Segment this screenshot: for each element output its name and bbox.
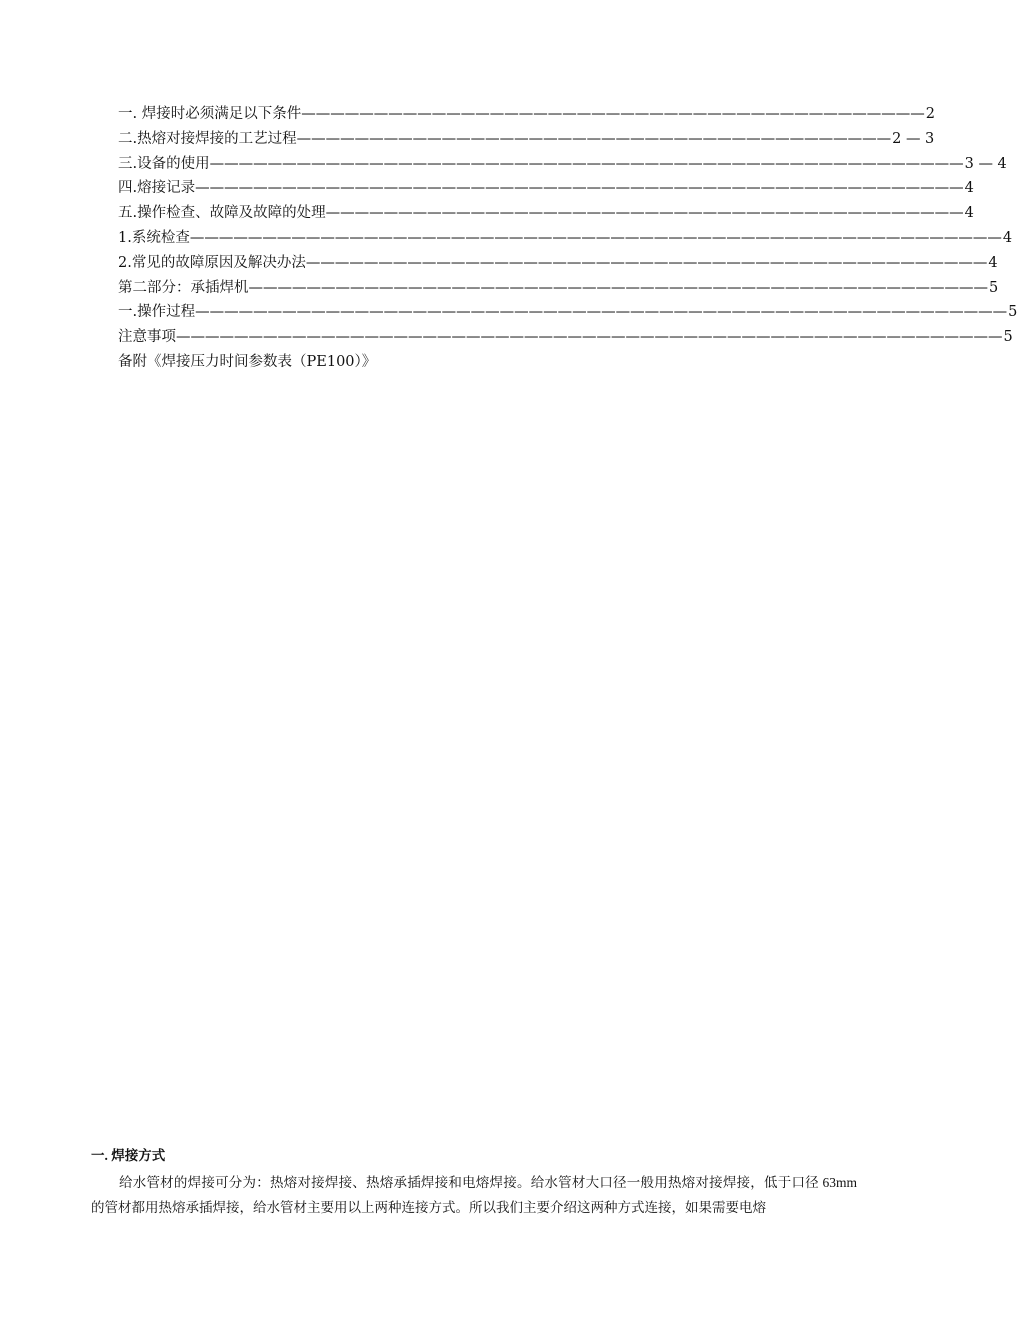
- toc-entry-leader: —————————————————————————————————————————: [296, 130, 892, 147]
- toc-entry[interactable]: [118, 226, 1013, 251]
- toc-entry-leader: ————————————————————————————————————————————————————————: [189, 229, 1002, 246]
- toc-entry-title: 备附《焊接压力时间参数表（PE100）》: [118, 353, 377, 370]
- toc-entry-leader: ———————————————————————————————————————————————————: [248, 279, 988, 296]
- toc-entry-title: 一.操作过程: [118, 304, 196, 321]
- toc-entry-title: 三.设备的使用: [118, 155, 210, 172]
- toc-entry-leader: —————————————————————————————————————————————————————————: [176, 329, 1003, 346]
- toc-entry[interactable]: [118, 127, 935, 152]
- toc-entry[interactable]: [118, 251, 998, 276]
- toc-entry-leader: ————————————————————————————————————————————: [325, 205, 964, 222]
- toc-entry-leader: ————————————————————————————————————————————————————: [209, 155, 964, 172]
- toc-entry-title: 1.系统检查: [118, 229, 190, 246]
- toc-entry-page: 4: [1002, 229, 1013, 246]
- toc-entry[interactable]: [118, 276, 999, 301]
- toc-entry-title: 四.熔接记录: [118, 180, 196, 197]
- toc-entry[interactable]: [118, 350, 848, 375]
- toc-entry-page: 4: [988, 254, 998, 271]
- toc-entry-page: 2 — 3: [892, 130, 935, 147]
- toc-entry-title: 二.热熔对接焊接的工艺过程: [118, 130, 297, 147]
- toc-entry-page: 5: [989, 279, 999, 296]
- toc-entry-leader: ————————————————————————————————————————————————————————: [195, 304, 1008, 321]
- toc-entry-page: 4: [964, 180, 974, 197]
- toc-entry-page: 2: [925, 106, 935, 122]
- toc-entry[interactable]: [118, 300, 1017, 325]
- toc-entry-leader: —————————————————————————————————————————————————————: [195, 180, 964, 197]
- toc-entry-page: 5: [1008, 304, 1017, 321]
- toc-entry-leader: ———————————————————————————————————————————: [301, 106, 925, 122]
- toc-entry[interactable]: [118, 201, 974, 226]
- toc-entry[interactable]: [118, 152, 1007, 177]
- toc-entry[interactable]: [118, 325, 1013, 350]
- toc-entry-title: 五.操作检查、故障及故障的处理: [118, 205, 326, 222]
- toc-entry[interactable]: [118, 102, 935, 127]
- toc-entry-page: 3 — 4: [964, 155, 1007, 172]
- section-paragraph: 给水管材的焊接可分为：热熔对接焊接、热熔承插焊接和电熔焊接。给水管材大口径一般用热熔对接焊接，低于口径 63mm 的管材都用热熔承插焊接，给水管材主要用以上两种连接方式。所以我们主要介绍这两种方式连接，如果需要电熔: [91, 1175, 857, 1215]
- toc-entry-title: 注意事项: [118, 329, 176, 346]
- toc-entry-page: 4: [964, 205, 974, 222]
- toc-entry-title: 一. 焊接时必须满足以下条件: [118, 106, 302, 122]
- section-heading: 一. 焊接方式: [91, 1148, 166, 1163]
- toc-entry-title: 2.常见的故障原因及解决办法: [118, 254, 306, 271]
- toc-entry-title: 第二部分：承插焊机: [118, 279, 249, 296]
- toc-entry-page: 5: [1003, 329, 1013, 346]
- section-welding-methods: [91, 1146, 857, 1220]
- toc-entry-leader: ———————————————————————————————————————————————: [305, 254, 988, 271]
- toc-entry[interactable]: [118, 176, 974, 201]
- table-of-contents: [118, 102, 1017, 375]
